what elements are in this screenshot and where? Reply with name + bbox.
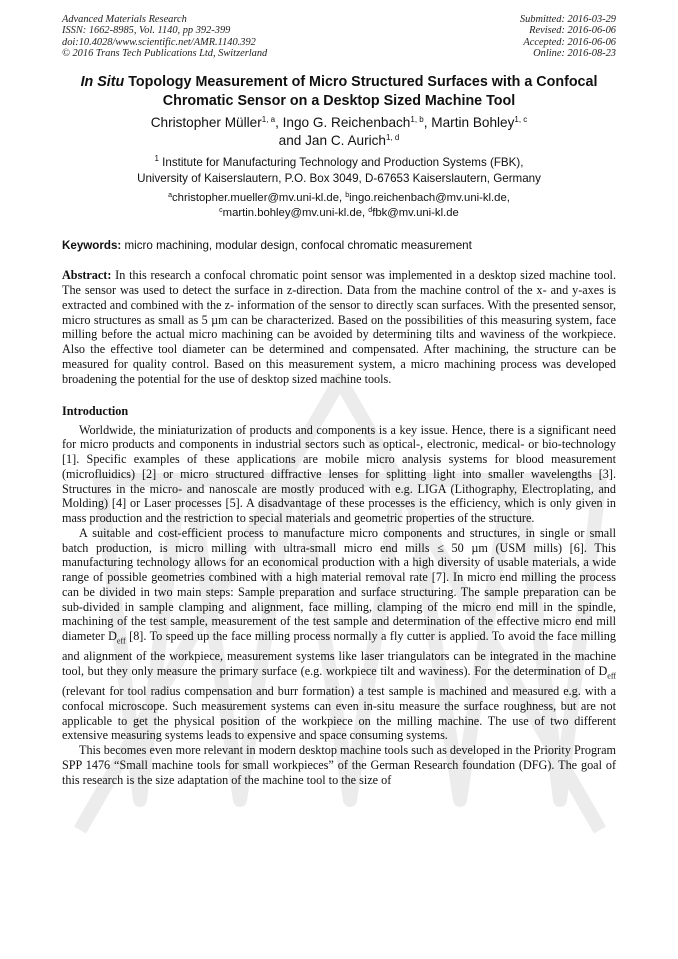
title-emphasis: In Situ <box>80 74 125 91</box>
author-list <box>62 114 616 150</box>
email-mark: a <box>168 192 173 200</box>
subscript: eff <box>116 636 126 646</box>
date-online: Online: 2016-08-23 <box>533 47 616 59</box>
author-affiliation-mark: 1, d <box>385 133 400 143</box>
affiliation-line: Institute for Manufacturing Technology and Production Systems (FBK), <box>158 156 524 170</box>
email-mark: d <box>368 206 373 214</box>
keywords-text: micro machining, modular design, confocal chromatic measurement <box>121 239 472 253</box>
keywords-label: Keywords: <box>62 239 122 253</box>
paper-title <box>62 73 616 111</box>
title-text: Topology Measurement of Micro Structured Surfaces with a Confocal Chromatic Sensor on a Desktop Sized Machine Tool <box>124 74 598 110</box>
abstract <box>62 268 616 386</box>
journal-copyright: © 2016 Trans Tech Publications Ltd, Switzerland <box>62 47 268 59</box>
keywords <box>62 238 616 253</box>
author-separator: , <box>275 115 283 131</box>
journal-info <box>62 14 267 59</box>
intro-paragraph-3: This becomes even more relevant in modern desktop machine tools such as developed in the Priority Program SPP 1476 “Small machine tools for small workpieces” of the German Research foundation (DFG). The goal of this research is the size adaptation of the machine tool to the size of <box>62 743 616 787</box>
paragraph-text: A suitable and cost-efficient process to manufacture micro components and structures, in single or small batch production, is micro milling with ultra-small micro end mills ≤ 50 µm (USM mills) [6]. This manufacturing technology allows for an economical production with a high diversity of usable materials, a wide range of possible geometries combined with a high material removal rate [7]. In micro end milling the process can be divided in two main steps: Sample preparation and surface structuring. The sample preparation can be sub-divided in sample clamping and alignment, face milling, clamping of the micro end mill in the spindle, machining of the test sample, measurement of the test sample and determination of the effective micro end mill diameter D <box>62 525 616 644</box>
abstract-text: In this research a confocal chromatic point sensor was implemented in a desktop sized machine tool. The sensor was used to detect the surface in z-direction. Data from the machine control of the x- and y-axes is extracted and combined with the z- information of the sensor to directly scan surfaces. With the presented sensor, micro structures as small as 5 µm can be characterized. Based on the possibilities of this measuring system, face milling before the actual micro machining can be avoided by determining tilts and waviness of the workpiece. Also the effective tool diameter can be determined and compensated. After machining, the structure can be measured for quality control. Based on this measurement system, a micro machining process was developed broadening the potential for the use of desktop sized machine tools. <box>62 268 616 386</box>
affiliation-mark: 1 <box>154 154 159 164</box>
journal-issn: ISSN: 1662-8985, Vol. 1140, pp 392-399 <box>62 25 231 37</box>
affiliation <box>62 155 616 186</box>
email-address: ingo.reichenbach@mv.uni-kl.de, <box>349 192 510 205</box>
journal-name: Advanced Materials Research <box>62 14 187 25</box>
author-affiliation-mark: 1, c <box>514 115 528 125</box>
author-name: Ingo G. Reichenbach <box>282 115 411 131</box>
abstract-label: Abstract: <box>62 268 112 283</box>
email-address: fbk@mv.uni-kl.de <box>372 206 459 219</box>
publication-dates <box>520 14 616 59</box>
author-affiliation-mark: 1, b <box>410 115 424 125</box>
journal-doi: doi:10.4028/www.scientific.net/AMR.1140.392 <box>62 36 256 48</box>
paragraph-text: (relevant for tool radius compensation and burr formation) a test sample is machined and measured e.g. with a confocal microscope. Such measurement systems can even in-situ measure the surface roughness, but are not applicable to get the physical position of the workpiece on the milling machine. The use of two different extensive measuring systems leads to expensive and space consuming systems. <box>62 684 616 743</box>
paragraph-text: [8]. To speed up the face milling process normally a fly cutter is applied. To avoid the face milling and alignment of the workpiece, measurement systems like laser triangulators can be integrated in the machine tool, but they only measure the primary surface (e.g. workpiece tilt and waviness). For the determination of D <box>62 629 616 678</box>
author-emails <box>62 191 616 220</box>
journal-header <box>62 14 616 59</box>
date-revised: Revised: 2016-06-06 <box>529 25 616 37</box>
author-separator: , <box>423 115 432 131</box>
email-address: martin.bohley@mv.uni-kl.de, <box>222 206 369 219</box>
intro-paragraph-2 <box>62 526 616 743</box>
author-name: Martin Bohley <box>431 115 515 131</box>
author-name: Christopher Müller <box>150 115 262 131</box>
subscript: eff <box>607 671 616 681</box>
intro-paragraph-1: Worldwide, the miniaturization of products and components is a key issue. Hence, there is a significant need for micro products and components in industrial sectors such as optical-, electronic, medical- or bio-technology [1]. Specific examples of these applications are mobile micro analysis systems for blood measurement (microfluidics) [2] or micro structured diffractive lenses for splitting light into smaller wavelengths [3]. Structures in the micro- and nanoscale are mostly produced with e.g. LIGA (Lithography, Electroplating, and Molding) [4] or Laser processes [5]. A disadvantage of these processes is the efficiency, which is only given in mass production and the restriction to special materials and geometric properties of the structure. <box>62 422 616 526</box>
section-heading-introduction: Introduction <box>62 403 129 418</box>
date-accepted: Accepted: 2016-06-06 <box>523 36 616 48</box>
email-address: christopher.mueller@mv.uni-kl.de, <box>172 192 346 205</box>
date-submitted: Submitted: 2016-03-29 <box>519 14 616 25</box>
author-name: and Jan C. Aurich <box>278 133 386 149</box>
email-mark: b <box>345 192 350 200</box>
email-mark: c <box>219 206 223 214</box>
affiliation-line: University of Kaiserslautern, P.O. Box 3049, D-67653 Kaiserslautern, Germany <box>137 171 541 185</box>
author-affiliation-mark: 1, a <box>261 115 276 125</box>
